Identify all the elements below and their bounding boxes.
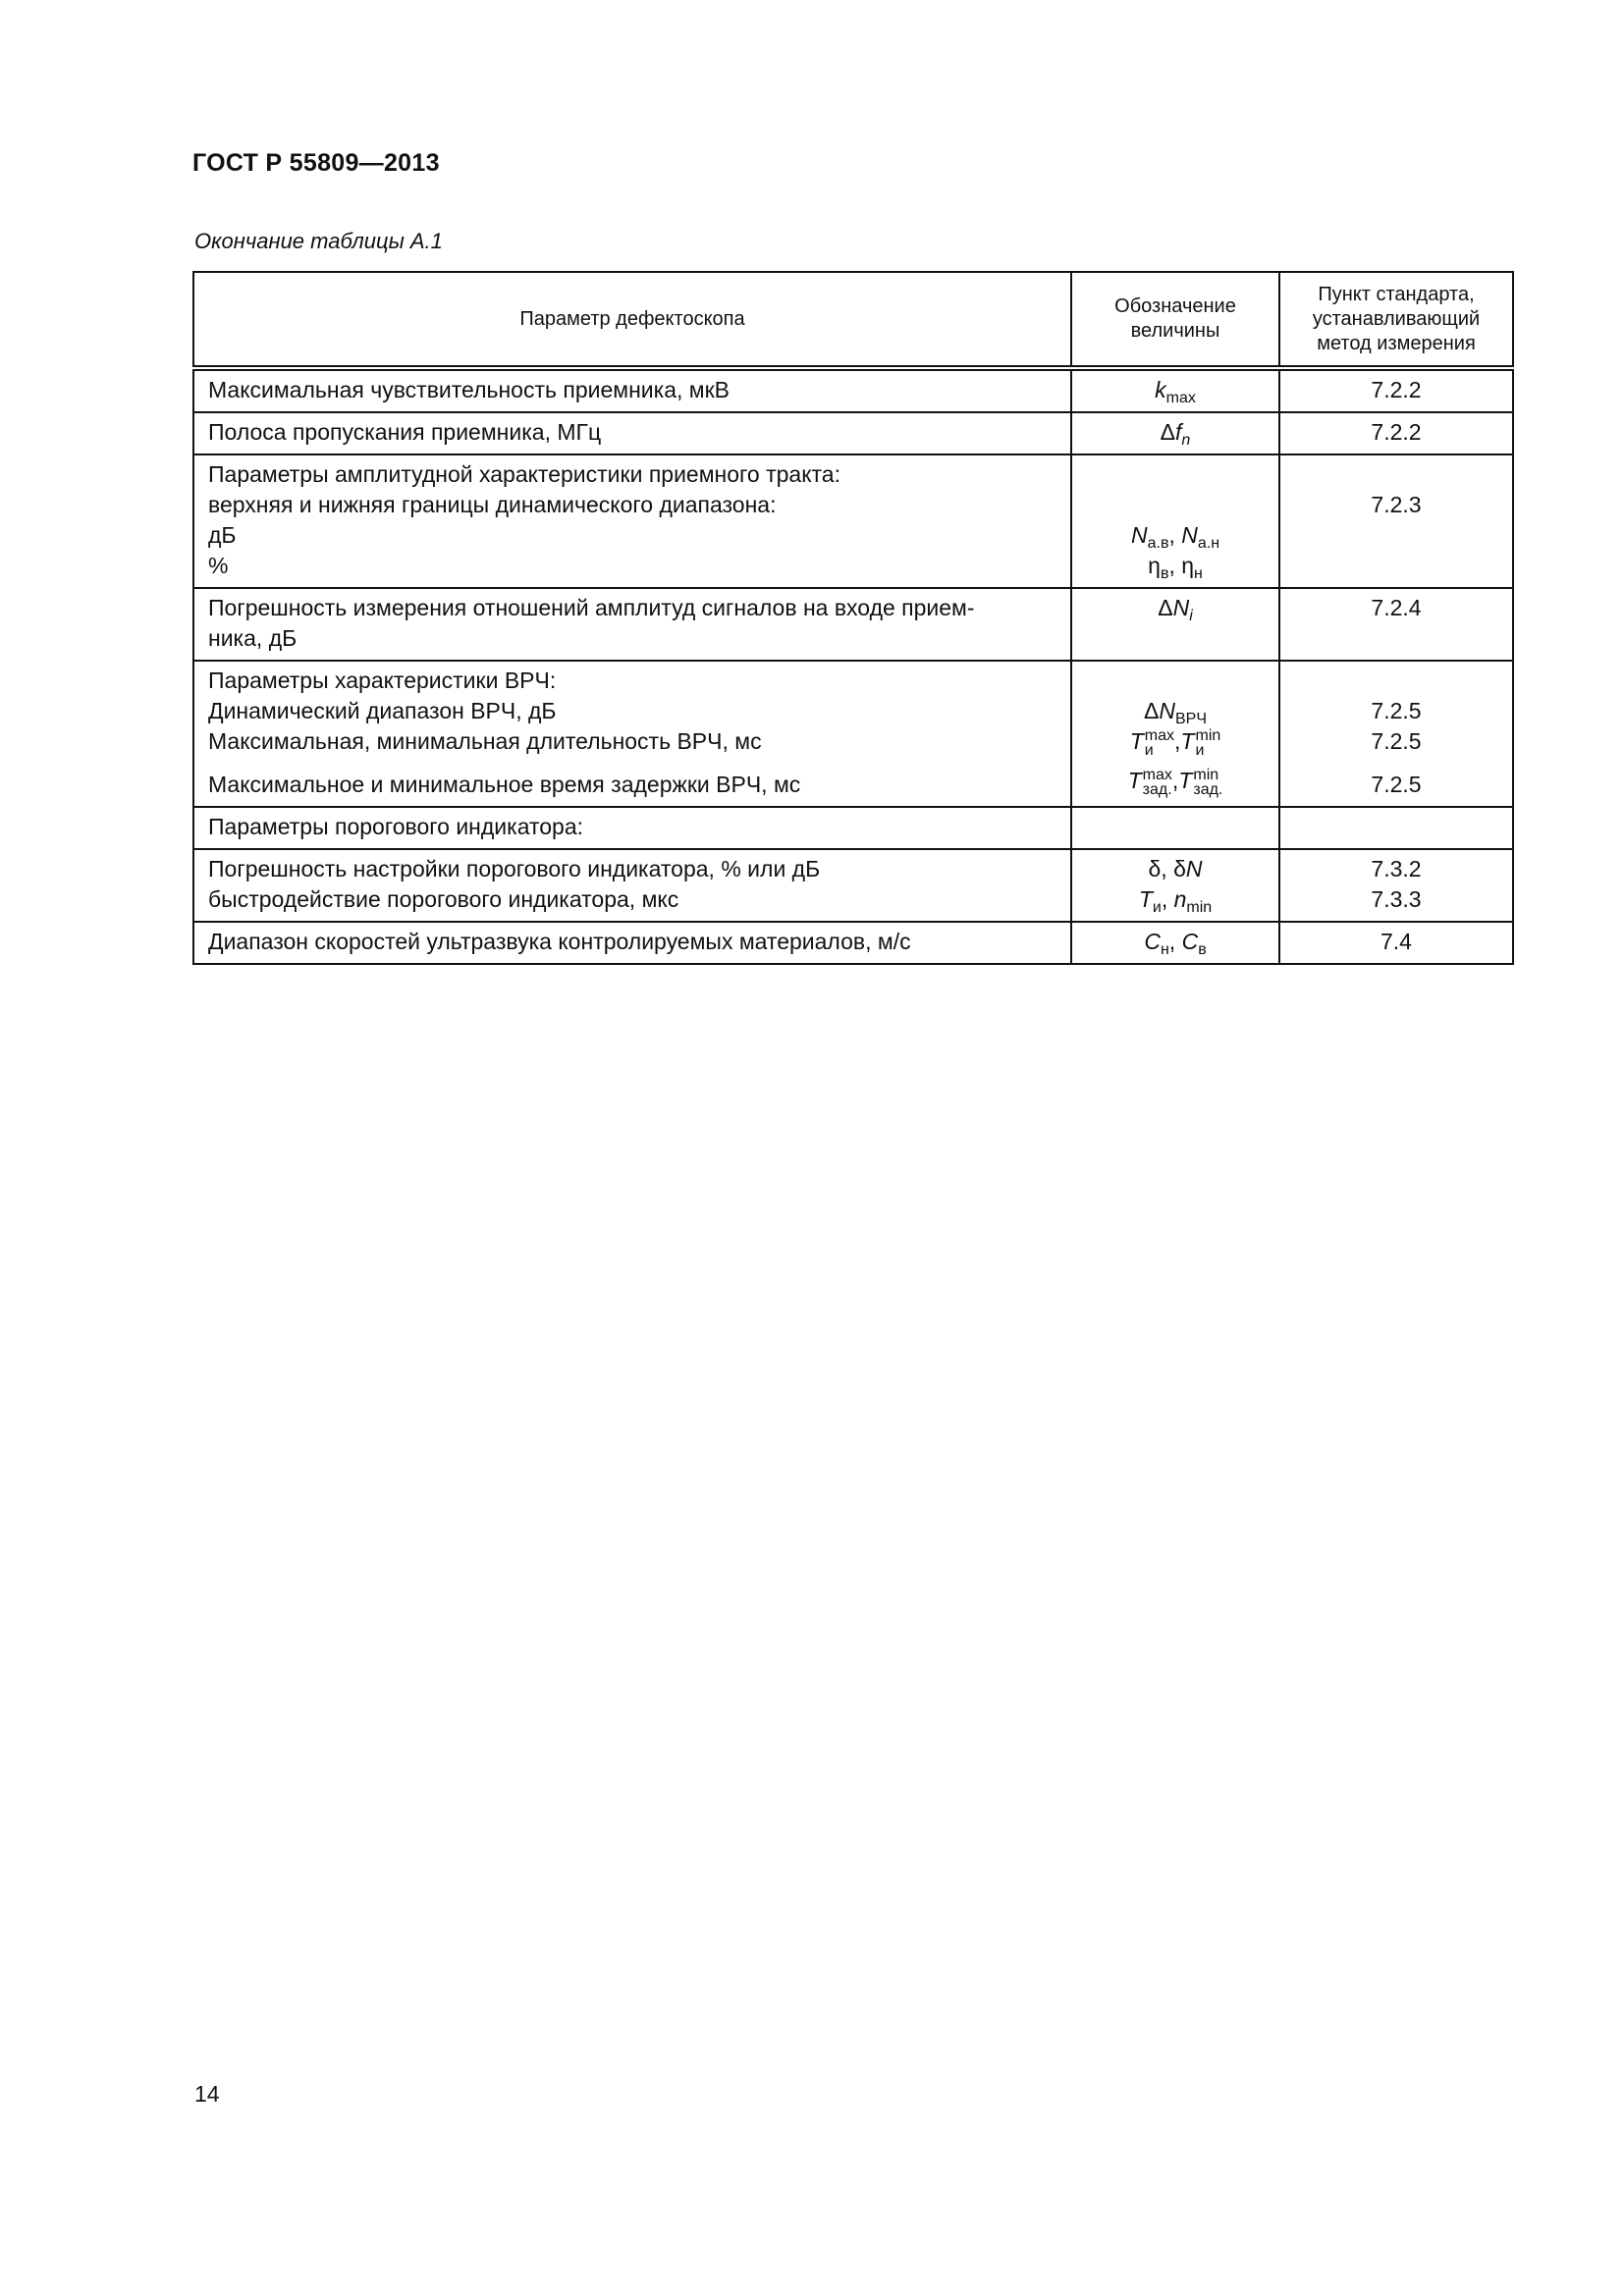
symbol-prefix: Δ: [1143, 698, 1160, 723]
symbol-main: k: [1155, 377, 1166, 402]
column-header-parameter: Параметр дефектоскопа: [193, 272, 1071, 368]
clause-value: 7.2.5: [1371, 772, 1422, 797]
parameter-line: быстродействие порогового индикатора, мкс: [208, 886, 679, 912]
symbol-main: N: [1130, 522, 1148, 548]
symbol-superscript: max: [1142, 766, 1172, 783]
symbol-line: [1076, 766, 1274, 797]
symbol-main: T: [1129, 728, 1144, 754]
symbol-subscript: max: [1165, 390, 1196, 406]
symbol-main: T: [1138, 886, 1153, 912]
symbol-subscript: зад.: [1193, 780, 1223, 798]
symbol-line: [1076, 884, 1274, 915]
table-row: [193, 922, 1513, 964]
symbol-separator: ,: [1171, 767, 1179, 793]
symbol-cell: [1071, 588, 1279, 661]
symbol-cell: [1071, 454, 1279, 588]
symbol-subscript: ВРЧ: [1174, 711, 1207, 727]
column-header-symbol: [1071, 272, 1279, 368]
column-header-standard-clause: [1279, 272, 1513, 368]
clause-cell: 7.2.2: [1279, 412, 1513, 454]
symbol-separator: ,: [1168, 522, 1182, 548]
parameter-cell: Полоса пропускания приемника, МГц: [193, 412, 1071, 454]
clause-cell: [1279, 661, 1513, 807]
symbol-line: [1076, 696, 1274, 726]
table-row: [193, 807, 1513, 849]
table-caption: Окончание таблицы А.1: [194, 229, 443, 253]
parameter-cell: Максимальная чувствительность приемника, мкВ: [193, 368, 1071, 412]
clause-value: 7.2.5: [1371, 698, 1422, 723]
symbol-cell: [1071, 661, 1279, 807]
clause-value: 7.3.2: [1371, 856, 1422, 881]
symbol-main: C: [1181, 929, 1199, 954]
column-header-symbol-line: Обозначение: [1114, 295, 1236, 317]
symbol-superscript: min: [1195, 726, 1221, 744]
symbol-subscript: зад.: [1142, 780, 1172, 798]
clause-cell: [1279, 849, 1513, 922]
symbol-subscript: n: [1181, 432, 1191, 449]
parameter-cell: [193, 454, 1071, 588]
symbol-main: T: [1180, 728, 1195, 754]
symbol-main: N: [1181, 522, 1198, 548]
parameter-line: Параметры амплитудной характеристики приемного тракта:: [208, 461, 840, 487]
symbol-subscript: н: [1160, 941, 1169, 958]
table-row: [193, 454, 1513, 588]
symbol-subscript: и: [1152, 899, 1162, 916]
symbol-main: N: [1185, 856, 1203, 881]
symbol-subscript: а.в: [1147, 535, 1169, 552]
symbol-subscript: и: [1144, 741, 1154, 759]
parameter-cell: Диапазон скоростей ультразвука контролируемых материалов, м/с: [193, 922, 1071, 964]
symbol-line: [1076, 854, 1274, 884]
column-header-clause-line: Пункт стандарта,: [1318, 283, 1475, 305]
parameter-line: Параметры характеристики ВРЧ:: [208, 667, 557, 693]
symbol-main: N: [1159, 698, 1175, 723]
document-id: ГОСТ Р 55809—2013: [192, 149, 440, 177]
clause-value: 7.2.3: [1371, 492, 1422, 517]
parameter-line: Максимальное и минимальное время задержки ВРЧ, мс: [208, 772, 801, 797]
parameter-cell: [193, 849, 1071, 922]
table-row: [193, 661, 1513, 807]
parameter-cell: [193, 588, 1071, 661]
symbol-main: n: [1173, 886, 1187, 912]
symbol-cell: [1071, 368, 1279, 412]
symbol-main: T: [1127, 767, 1142, 793]
symbol-prefix: δ, δ: [1148, 856, 1186, 881]
parameter-line: ника, дБ: [208, 625, 298, 651]
symbol-line: [1076, 520, 1274, 551]
parameter-cell: [193, 661, 1071, 807]
symbol-subscript: в: [1160, 565, 1169, 582]
parameter-cell: Параметры порогового индикатора:: [193, 807, 1071, 849]
parameters-table: [192, 271, 1514, 965]
symbol-subscript: min: [1186, 899, 1213, 916]
table-row: [193, 849, 1513, 922]
symbol-main: η: [1181, 553, 1195, 578]
symbol-cell: [1071, 807, 1279, 849]
symbol-superscript: max: [1144, 726, 1175, 744]
symbol-separator: ,: [1168, 929, 1182, 954]
column-header-symbol-line: величины: [1130, 320, 1220, 342]
clause-cell: [1279, 454, 1513, 588]
parameter-line: дБ: [208, 522, 237, 548]
symbol-line: [1076, 726, 1274, 758]
symbol-main: f: [1175, 419, 1182, 445]
symbol-prefix: Δ: [1158, 595, 1173, 620]
symbol-cell: [1071, 849, 1279, 922]
page-number: 14: [194, 2081, 220, 2107]
symbol-separator: ,: [1161, 886, 1174, 912]
symbol-main: η: [1148, 553, 1161, 578]
symbol-main: N: [1172, 595, 1190, 620]
clause-cell: 7.2.4: [1279, 588, 1513, 661]
symbol-subscript: н: [1194, 565, 1203, 582]
symbol-subscript: i: [1189, 608, 1193, 624]
column-header-clause-line: устанавливающий: [1312, 307, 1481, 330]
table-row: [193, 368, 1513, 412]
parameter-line: %: [208, 553, 229, 578]
parameter-line: Погрешность настройки порогового индикатора, % или дБ: [208, 856, 821, 881]
symbol-line: [1076, 551, 1274, 581]
symbol-main: T: [1178, 767, 1193, 793]
symbol-cell: [1071, 412, 1279, 454]
parameter-line: верхняя и нижняя границы динамического диапазона:: [208, 492, 777, 517]
parameter-line: Максимальная, минимальная длительность ВРЧ, мс: [208, 728, 762, 754]
clause-value: 7.2.5: [1371, 728, 1422, 754]
column-header-clause-line: метод измерения: [1317, 332, 1476, 354]
clause-cell: 7.4: [1279, 922, 1513, 964]
symbol-subscript: а.н: [1197, 535, 1220, 552]
parameter-line: Погрешность измерения отношений амплитуд сигналов на входе прием-: [208, 595, 975, 620]
symbol-main: C: [1144, 929, 1161, 954]
clause-value: 7.3.3: [1371, 886, 1422, 912]
clause-cell: 7.2.2: [1279, 368, 1513, 412]
table-row: [193, 588, 1513, 661]
table-row: [193, 412, 1513, 454]
symbol-prefix: Δ: [1160, 419, 1176, 445]
symbol-subscript: в: [1198, 941, 1207, 958]
clause-cell: [1279, 807, 1513, 849]
symbol-cell: [1071, 922, 1279, 964]
symbol-subscript: и: [1195, 741, 1205, 759]
parameter-line: Динамический диапазон ВРЧ, дБ: [208, 698, 557, 723]
symbol-superscript: min: [1193, 766, 1219, 783]
symbol-separator: ,: [1174, 728, 1181, 754]
table-header-row: [193, 272, 1513, 368]
symbol-separator: ,: [1168, 553, 1182, 578]
